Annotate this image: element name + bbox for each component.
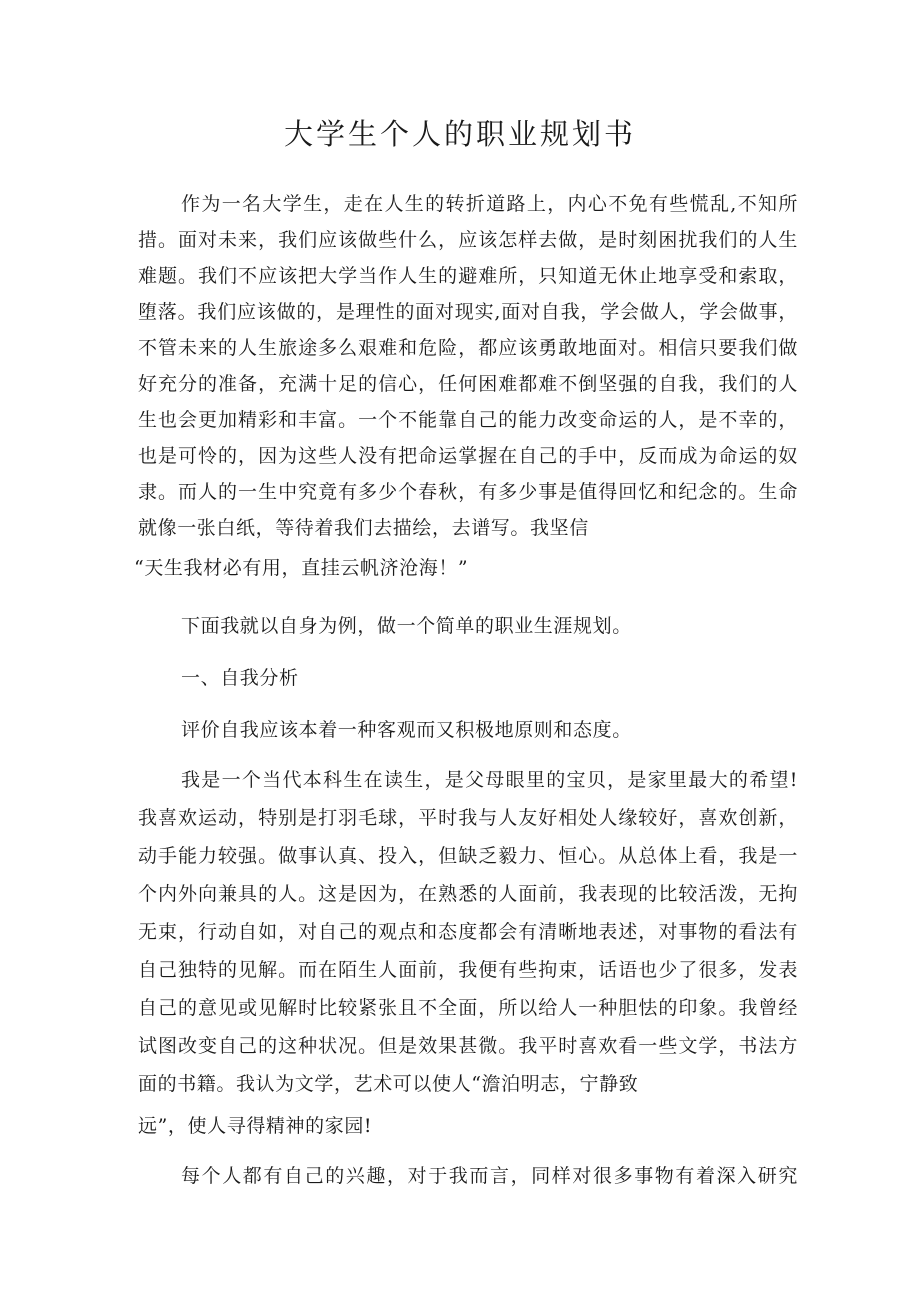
paragraph-line: 作为一名大学生，走在人生的转折道路上，内心不免有些慌乱,不知所 <box>181 193 798 215</box>
paragraph-line: 就像一张白纸，等待着我们去描绘，去谱写。我坚信 <box>138 517 589 539</box>
paragraph-line: 动手能力较强。做事认真、投入，但缺乏毅力、恒心。从总体上看，我是一 <box>138 845 798 867</box>
paragraph-line: 好充分的准备，充满十足的信心，任何困难都难不倒坚强的自我，我们的人 <box>138 373 798 395</box>
paragraph-line: 难题。我们不应该把大学当作人生的避难所，只知道无休止地享受和索取， <box>138 265 798 287</box>
paragraph-line: 评价自我应该本着一种客观而又积极地原则和态度。 <box>181 719 632 741</box>
paragraph-line: 自己的意见或见解时比较紧张且不全面，所以给人一种胆怯的印象。我曾经 <box>138 997 798 1019</box>
paragraph-line: 生也会更加精彩和丰富。一个不能靠自己的能力改变命运的人，是不幸的， <box>138 409 798 431</box>
paragraph-line: 每个人都有自己的兴趣，对于我而言，同样对很多事物有着深入研究 <box>181 1165 798 1187</box>
paragraph-line: 自己独特的见解。而在陌生人面前，我便有些拘束，话语也少了很多，发表 <box>138 959 798 981</box>
paragraph-line: 下面我就以自身为例，做一个简单的职业生涯规划。 <box>181 615 632 637</box>
paragraph-line: 我喜欢运动，特别是打羽毛球，平时我与人友好相处人缘较好，喜欢创新， <box>138 807 798 829</box>
paragraph-line: 也是可怜的，因为这些人没有把命运掌握在自己的手中，反而成为命运的奴 <box>138 445 798 467</box>
paragraph-line: 远”，使人寻得精神的家园! <box>138 1115 373 1137</box>
paragraph-line: 面的书籍。我认为文学，艺术可以使人“澹泊明志，宁静致 <box>138 1073 639 1095</box>
paragraph-line: 堕落。我们应该做的，是理性的面对现实,面对自我，学会做人，学会做事， <box>138 301 798 323</box>
document-title: 大学生个人的职业规划书 <box>283 117 636 151</box>
paragraph-line: 不管未来的人生旅途多么艰难和危险，都应该勇敢地面对。相信只要我们做 <box>138 337 798 359</box>
paragraph-line: 我是一个当代本科生在读生，是父母眼里的宝贝，是家里最大的希望! <box>181 769 798 791</box>
section-heading: 一、自我分析 <box>181 667 299 689</box>
quote-line: “天生我材必有用，直挂云帆济沧海！” <box>134 557 469 579</box>
paragraph-line: 个内外向兼具的人。这是因为，在熟悉的人面前，我表现的比较活泼，无拘 <box>138 883 798 905</box>
paragraph-line: 试图改变自己的这种状况。但是效果甚微。我平时喜欢看一些文学，书法方 <box>138 1035 798 1057</box>
paragraph-line: 措。面对未来，我们应该做些什么，应该怎样去做，是时刻困扰我们的人生 <box>138 229 798 251</box>
paragraph-line: 隶。而人的一生中究竟有多少个春秋，有多少事是值得回忆和纪念的。生命 <box>138 481 798 503</box>
paragraph-line: 无束，行动自如，对自己的观点和态度都会有清晰地表述，对事物的看法有 <box>138 921 798 943</box>
